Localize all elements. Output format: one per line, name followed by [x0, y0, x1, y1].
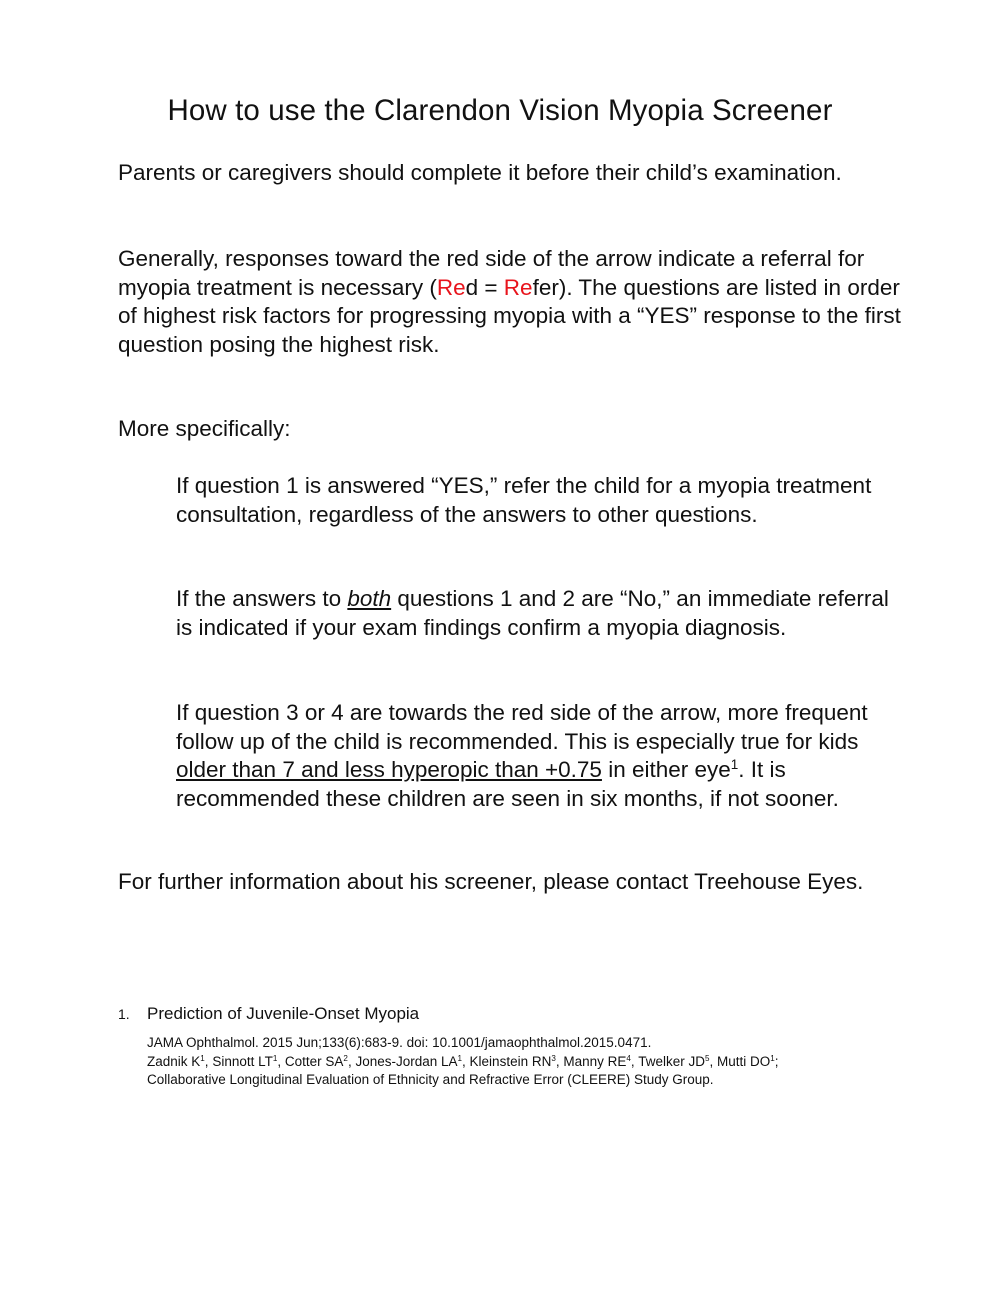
author-separator: , [555, 1053, 564, 1069]
author-separator: , [709, 1053, 717, 1069]
author-name: Sinnott LT [212, 1053, 273, 1069]
author-name: Zadnik K [147, 1053, 201, 1069]
author-separator: , [277, 1053, 285, 1069]
both-emphasis: both [347, 586, 392, 611]
generally-text-1: Generally, responses toward the red side of the arrow indicate a referral for myopia treatment is necessary ( [118, 246, 865, 300]
author-name: Jones-Jordan LA [355, 1053, 458, 1069]
generally-text-2: ). The questions are listed in order of highest risk factors for progressing myopia with a “YES” response to the first question posing the highest risk. [118, 274, 901, 357]
author-affiliation: 1 [457, 1053, 463, 1063]
author-affiliation: 5 [704, 1053, 710, 1063]
both-questions-paragraph [176, 585, 896, 642]
generally-black-1: d = [465, 274, 504, 300]
reference-authors [147, 1053, 858, 1090]
more-specifically-heading: More specifically: [118, 416, 291, 441]
both-text-2: questions 1 and 2 are “No,” an immediate referral is indicated if your exam findings confirm a myopia diagnosis. [176, 586, 889, 640]
question-1-paragraph: If question 1 is answered “YES,” refer the child for a myopia treatment consultation, regardless of the answers to other questions. [176, 473, 872, 527]
reference-item [118, 1003, 858, 1025]
author-name: Twelker JD [638, 1053, 705, 1069]
author-list [147, 1054, 779, 1069]
questions-3-4-paragraph [176, 699, 876, 813]
author-affiliation: 3 [551, 1053, 556, 1063]
author-affiliation: 1 [770, 1053, 775, 1063]
author-separator: , [630, 1053, 639, 1069]
q34-text-2: in either eye [601, 757, 731, 782]
author-name: Kleinstein RN [469, 1053, 552, 1069]
red-emphasis-re-1: Re [436, 274, 466, 300]
reference-journal: JAMA Ophthalmol. 2015 Jun;133(6):683-9. doi: 10.1001/jamaophthalmol.2015.0471. [147, 1035, 652, 1050]
q34-underlined: older than 7 and less hyperopic than +0.75 [176, 757, 602, 782]
author-affiliation: 1 [272, 1053, 278, 1063]
reference-title: Prediction of Juvenile-Onset Myopia [147, 1004, 420, 1023]
generally-black-2: fer [532, 274, 559, 300]
q34-text-1: If question 3 or 4 are towards the red side of the arrow, more frequent follow up of the child is recommended. This is especially true for kids [176, 700, 868, 754]
reference-group: Collaborative Longitudinal Evaluation of Ethnicity and Refractive Error (CLEERE) Study Group. [147, 1072, 714, 1087]
author-separator: , [347, 1053, 356, 1069]
author-name: Mutti DO [716, 1053, 771, 1069]
red-emphasis-re-2: Re [503, 274, 533, 300]
reference-list [118, 1003, 858, 1090]
author-separator: , [462, 1053, 470, 1069]
author-affiliation: 1 [200, 1053, 205, 1063]
author-name: Manny RE [563, 1053, 627, 1069]
footnote-mark: 1 [730, 756, 739, 772]
reference-number: 1. [118, 1006, 130, 1022]
generally-paragraph [118, 245, 908, 359]
q34-text-3: . It is recommended these children are seen in six months, if not sooner. [176, 757, 839, 811]
author-affiliation: 2 [343, 1053, 348, 1063]
page-title: How to use the Clarendon Vision Myopia Screener [167, 94, 833, 127]
author-separator: , [204, 1053, 213, 1069]
author-affiliation: 4 [626, 1053, 631, 1063]
author-name: Cotter SA [284, 1053, 344, 1069]
further-info-paragraph: For further information about his screener, please contact Treehouse Eyes. [118, 869, 864, 894]
both-text-1: If the answers to [176, 586, 348, 611]
author-separator: ; [774, 1053, 779, 1069]
intro-paragraph: Parents or caregivers should complete it before their child’s examination. [118, 160, 842, 185]
reference-details [147, 1034, 858, 1090]
